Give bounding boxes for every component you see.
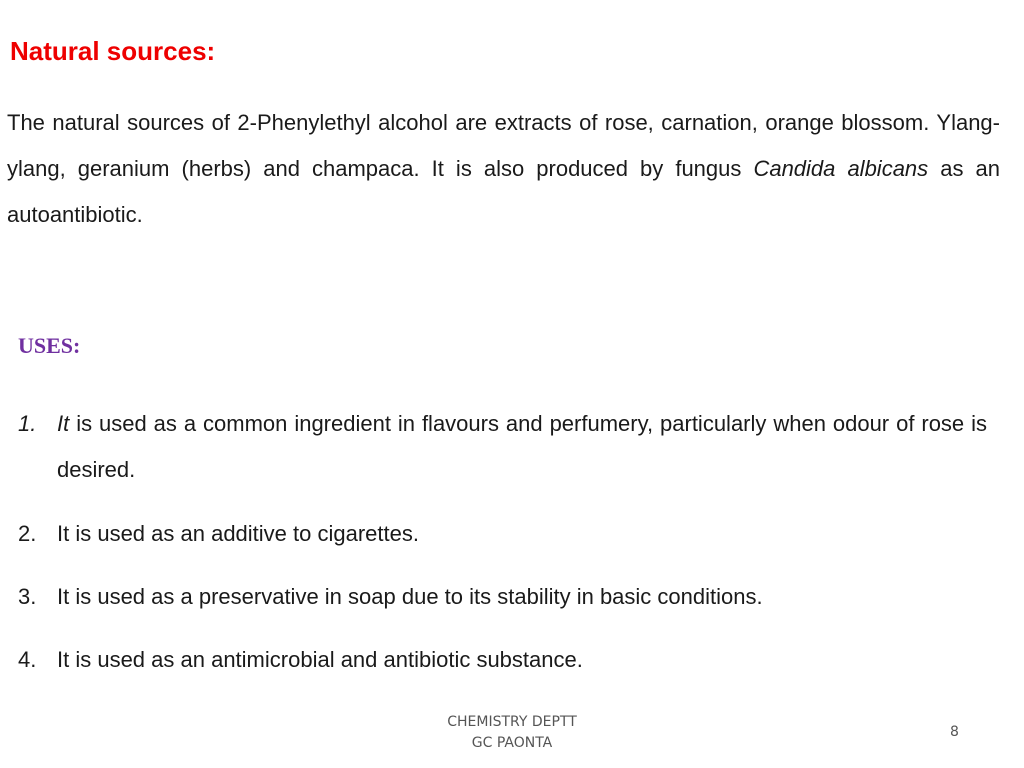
use-item-text: It is used as a preservative in soap due to its stability in basic conditions. bbox=[57, 584, 763, 609]
intro-suffix: as an autoantibiotic. bbox=[7, 156, 1000, 227]
footer-line-2: GC PAONTA bbox=[471, 735, 553, 751]
intro-text: The natural sources of 2-Phenylethyl alcohol are extracts of rose, carnation, orange blossom. Ylang-ylang, geranium (herbs) and champaca. It is also produced by fungus bbox=[7, 110, 1000, 181]
intro-species: Candida albicans bbox=[753, 156, 929, 181]
page-number: 8 bbox=[950, 724, 959, 740]
use-item-lead: It bbox=[57, 411, 70, 436]
use-item-number: 3. bbox=[18, 584, 37, 609]
use-item-number: 4. bbox=[18, 647, 37, 672]
use-item-number: 2. bbox=[18, 521, 37, 546]
use-item-text bbox=[57, 401, 987, 493]
footer-line-1: CHEMISTRY DEPTT bbox=[447, 714, 577, 730]
use-item-body: is used as a common ingredient in flavours and perfumery, particularly when odour of rose is desired. bbox=[57, 411, 987, 482]
intro-paragraph bbox=[7, 100, 1000, 238]
use-item-number: 1. bbox=[18, 411, 37, 436]
footer-department bbox=[412, 712, 612, 754]
uses-heading: USES: bbox=[18, 333, 81, 358]
slide-title: Natural sources: bbox=[10, 36, 216, 66]
use-item-text: It is used as an antimicrobial and antibiotic substance. bbox=[57, 647, 583, 672]
use-item-text: It is used as an additive to cigarettes. bbox=[57, 521, 419, 546]
